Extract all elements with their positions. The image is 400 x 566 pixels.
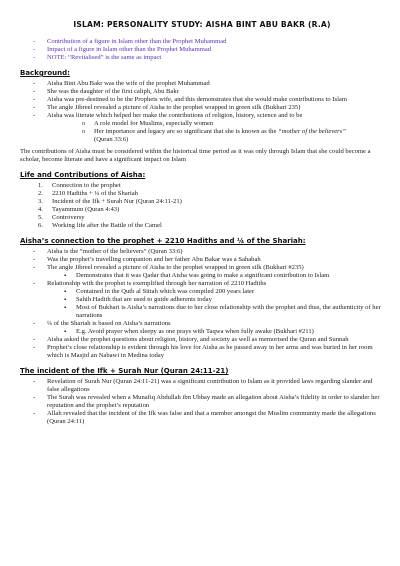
- connection-sublist-c: [20, 328, 384, 336]
- connection-list-b: [20, 280, 384, 288]
- background-sublist: [20, 120, 384, 144]
- connection-sublist-a: [20, 272, 384, 280]
- sub-list-item: o A role model for Muslims, especially women: [82, 120, 384, 128]
- life-list: [20, 182, 384, 230]
- connection-list-c: [20, 320, 384, 328]
- list-text: Connection to the prophet: [52, 182, 121, 189]
- ifk-list: [20, 378, 384, 426]
- list-number: 4.: [38, 206, 43, 213]
- section-heading-connection: Aisha’s connection to the prophet + 2210 Hadiths and ¼ of the Shariah:: [20, 237, 306, 245]
- list-text: Tayammum (Quran 4:43): [52, 206, 120, 213]
- list-item: - Relationship with the prophet is exemplified through her narration of 2210 Hadiths: [33, 280, 384, 288]
- list-item: - Contribution of a figure in Islam other than the Prophet Muhammad: [33, 38, 384, 46]
- list-item: [38, 190, 384, 198]
- list-item: - NOTE: “Revitalised” is the same as impact: [33, 54, 384, 62]
- intro-list: [20, 38, 384, 62]
- list-item: - ¼ of the Shariah is based on Aisha’s narrations: [33, 320, 384, 328]
- list-item: - Aisha was literate which helped her make the contributions of religion, history, science and to be: [33, 112, 384, 120]
- background-list: [20, 80, 384, 120]
- connection-list-d: [20, 336, 384, 360]
- section-heading-life: Life and Contributions of Aisha:: [20, 171, 146, 179]
- list-item: - She was the daughter of the first caliph, Abu Bakr: [33, 88, 384, 96]
- list-text: Incident of the Ifk + Surah Nur (Quran 24:11-21): [52, 198, 182, 205]
- section-heading-background: Background:: [20, 69, 70, 77]
- list-item: [38, 182, 384, 190]
- list-item: [38, 198, 384, 206]
- list-text: Working life after the Battle of the Camel: [52, 222, 162, 229]
- list-number: 6.: [38, 222, 43, 229]
- sub-item-text: Her importance and legacy are so significant that she is known as the: [94, 128, 279, 135]
- list-item: - Aisha asked the prophet questions about religion, history, and society as well as memorised the Quran and Sunnah: [33, 336, 384, 344]
- connection-list-a: [20, 248, 384, 272]
- section-heading-ifk: The incident of the Ifk + Surah Nur (Quran 24:11-21): [20, 367, 229, 375]
- sub-list-item: [82, 128, 384, 144]
- list-item: - Aisha was pre-destined to be the Prophets wife, and this demonstrates that she would make contributions to Islam: [33, 96, 384, 104]
- list-number: 1.: [38, 182, 43, 189]
- sub-list-item: ▪ Sahih Hadith that are used to guide adherents today: [64, 296, 384, 304]
- list-item: - The Surah was revealed when a Munafiq Abdullah ibn Ubbay made an allegation about Aisha’s fidelity in order to slander her reputation and the prophet’s reputation: [33, 394, 384, 410]
- connection-sublist-b: [20, 288, 384, 320]
- sub-list-item: ▪ Most of Bukhari is Aisha’s narrations due to her close relationship with the prophet and thus, the authenticity of her narrations: [64, 304, 384, 320]
- list-item: - The angle Jibreel revealed a picture of Aisha to the prophet wrapped in green silk (Bukhari #235): [33, 264, 384, 272]
- page-title: ISLAM: PERSONALITY STUDY: AISHA BINT ABU BAKR (R.A): [73, 20, 331, 29]
- list-item: [38, 222, 384, 230]
- list-item: - Was the prophet’s travelling companion and her father Abu Bakar was a Sahabah: [33, 256, 384, 264]
- reference-text: (Quran 33:6): [94, 136, 129, 143]
- list-item: - Revelation of Surah Nur (Quran 24:11-21) was a significant contribution to Islam as it provided laws regarding slander and false allegations: [33, 378, 384, 394]
- list-item: [38, 214, 384, 222]
- list-item: - Prophet’s close relationship is evident through his love for Aisha as he passed away in her arms and was buried in her room which is Masjid an Nabawi in Medina today: [33, 344, 384, 360]
- list-item: [38, 206, 384, 214]
- list-item: - Aisha Bint Abu Bakr was the wife of the prophet Muhammad: [33, 80, 384, 88]
- list-item: - The angle Jibreel revealed a picture of Aisha to the prophet wrapped in green silk (Bukhari 235): [33, 104, 384, 112]
- list-number: 2.: [38, 190, 43, 197]
- quote-text: “mother of the believers”: [278, 128, 346, 135]
- sub-list-item: ▪ Demonstrates that it was Qadar that Aisha was going to make a significant contribution to Islam: [64, 272, 384, 280]
- sub-list-item: ▪ E.g. Avoid prayer when sleepy as one prays with Taqwa when fully awake (Bukhari #211): [64, 328, 384, 336]
- list-text: Controversy: [52, 214, 85, 221]
- list-text: 2210 Hadiths + ¼ of the Shariah: [52, 190, 138, 197]
- sub-list-item: ▪ Contained in the Qutb al Sittah which was compiled 200 years later: [64, 288, 384, 296]
- list-item: - Allah revealed that the incident of the Ifk was false and that a member amongst the Muslim community made the allegations (Quran 24:11): [33, 410, 384, 426]
- list-item: - Aisha is the “mother of the believers” (Quran 33:6): [33, 248, 384, 256]
- background-paragraph: The contributions of Aisha must be considered within the historical time period as it was only through Islam that she could become a scholar, become literate and have a significant impact on Islam: [20, 148, 371, 163]
- list-number: 5.: [38, 214, 43, 221]
- list-number: 3.: [38, 198, 43, 205]
- list-item: - Impact of a figure in Islam other than the Prophet Muhammad: [33, 46, 384, 54]
